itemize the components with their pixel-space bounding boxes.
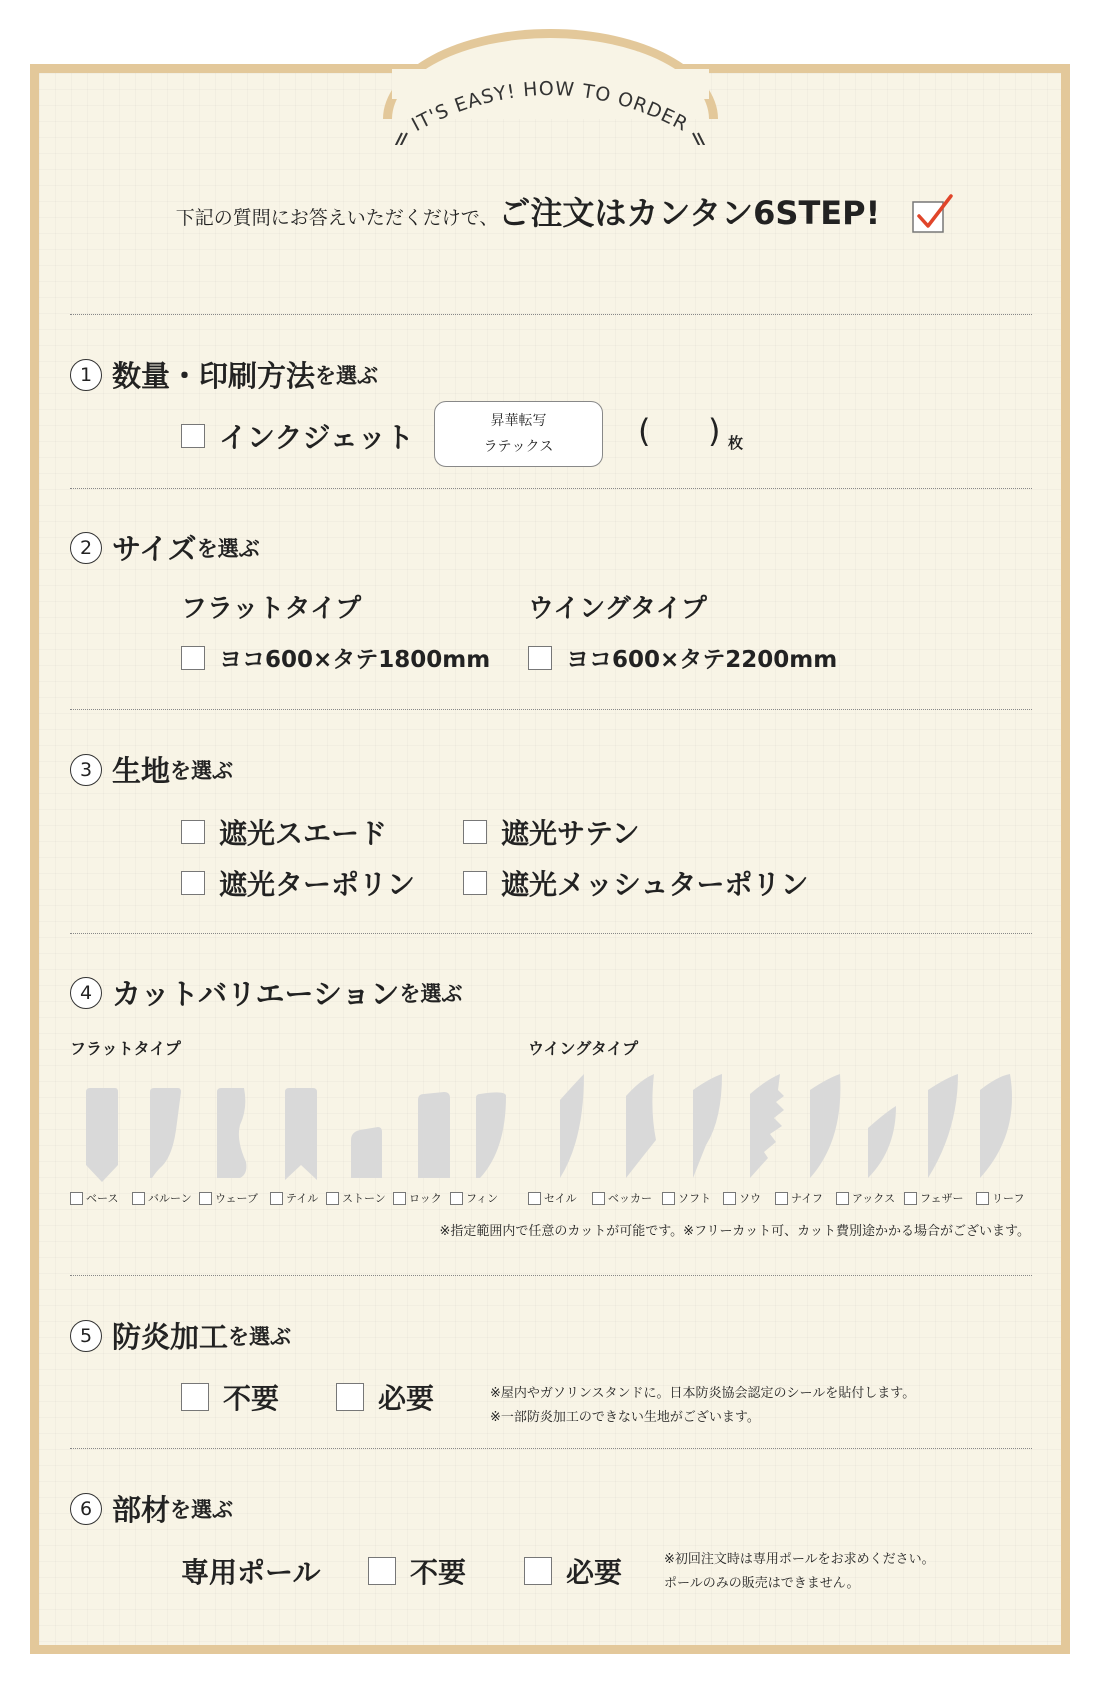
cut-option-rock[interactable] — [393, 1190, 442, 1206]
cut-option-saw[interactable] — [723, 1190, 761, 1206]
cut-shape-saw — [750, 1074, 784, 1178]
cut-option-fin[interactable] — [450, 1190, 498, 1206]
cut-label: セイル — [544, 1192, 577, 1205]
option-label: 不要 — [223, 1382, 280, 1415]
wing-type-heading: ウイングタイプ — [528, 594, 707, 624]
badge-title — [380, 55, 720, 145]
quantity-input[interactable] — [655, 418, 707, 448]
flat-type-heading: フラットタイプ — [181, 594, 362, 624]
step-number: 4 — [70, 977, 102, 1009]
cut-flat-heading: フラットタイプ — [70, 1039, 181, 1058]
cut-label: フィン — [466, 1192, 499, 1205]
cut-label: テイル — [286, 1192, 319, 1205]
pole-label-row — [181, 1551, 320, 1591]
step-suffix: を選ぶ — [228, 1324, 292, 1349]
option-inkjet[interactable] — [181, 416, 414, 456]
cut-note: ※指定範囲内で任意のカットが可能です。※フリーカット可、カット費別途かかる場合がございます。 — [439, 1224, 1030, 1239]
option-label: 遮光メッシュターポリン — [501, 868, 809, 901]
cut-option-sail[interactable] — [528, 1190, 577, 1206]
cut-shape-axe — [868, 1106, 896, 1178]
step-suffix: を選ぶ — [170, 758, 234, 783]
cut-label: ナイフ — [791, 1192, 823, 1205]
svg-text:IT'S EASY! HOW TO ORDER: IT'S EASY! HOW TO ORDER — [408, 77, 692, 136]
cut-option-feather[interactable] — [904, 1190, 963, 1206]
checkbox[interactable] — [836, 1192, 849, 1205]
option-label: ヨコ600×タテ1800mm — [219, 647, 491, 673]
cut-shape-stone — [351, 1127, 382, 1178]
checkbox[interactable] — [181, 871, 205, 895]
option-fireproof-yes[interactable] — [336, 1377, 434, 1417]
cut-shape-tail — [285, 1088, 317, 1180]
option-label: ヨコ600×タテ2200mm — [566, 647, 838, 673]
step-title: 防炎加工 — [112, 1320, 229, 1354]
checkbox[interactable] — [723, 1192, 736, 1205]
cut-option-base[interactable] — [70, 1190, 118, 1206]
cut-shape-rock — [418, 1092, 450, 1178]
cut-label: ベース — [86, 1192, 119, 1205]
step-title: 数量・印刷方法 — [112, 359, 316, 393]
cut-shapes — [60, 1070, 1020, 1185]
intro-big-text: ご注文はカンタン6STEP! — [498, 194, 881, 232]
option-pole-no[interactable] — [368, 1551, 466, 1591]
cut-label: アックス — [852, 1192, 896, 1205]
cut-label: ソウ — [739, 1192, 761, 1205]
divider — [70, 933, 1032, 934]
cut-option-tail[interactable] — [270, 1190, 318, 1206]
checkbox[interactable] — [592, 1192, 605, 1205]
checkbox[interactable] — [336, 1383, 364, 1411]
check-icon — [911, 194, 955, 234]
checkbox[interactable] — [181, 1383, 209, 1411]
cut-label: ソフト — [678, 1192, 711, 1205]
step-suffix: を選ぶ — [315, 363, 379, 388]
fireproof-note-line1: ※屋内やガソリンスタンドに。日本防炎協会認定のシールを貼付します。 — [490, 1386, 916, 1401]
checkbox[interactable] — [528, 1192, 541, 1205]
divider — [70, 709, 1032, 710]
step2-heading — [70, 527, 260, 568]
step-title: カットバリエーション — [112, 977, 400, 1011]
step5-heading — [70, 1315, 291, 1356]
option-fabric-suede[interactable] — [181, 812, 387, 852]
step-number: 3 — [70, 754, 102, 786]
paren-open: ( — [638, 412, 651, 450]
cut-option-soft[interactable] — [662, 1190, 711, 1206]
unit-label: 枚 — [728, 434, 744, 452]
cut-label: ロック — [409, 1192, 442, 1205]
cut-shape-wave — [217, 1088, 246, 1178]
option-fabric-satin[interactable] — [463, 812, 640, 852]
pole-note-line1: ※初回注文時は専用ポールをお求めください。 — [664, 1552, 935, 1567]
pole-label: 専用ポール — [181, 1556, 321, 1589]
cut-label: ウェーブ — [215, 1192, 259, 1205]
cut-option-becker[interactable] — [592, 1190, 652, 1206]
pole-note-line2: ポールのみの販売はできません。 — [664, 1576, 860, 1591]
cut-option-knife[interactable] — [775, 1190, 823, 1206]
option-fireproof-no[interactable] — [181, 1377, 279, 1417]
checkbox[interactable] — [368, 1557, 396, 1585]
checkbox[interactable] — [199, 1192, 212, 1205]
checkbox[interactable] — [662, 1192, 675, 1205]
cut-shape-balloon — [150, 1088, 181, 1178]
cut-label: バルーン — [148, 1192, 192, 1205]
checkbox[interactable] — [181, 424, 205, 448]
checkbox[interactable] — [181, 820, 205, 844]
cut-option-balloon[interactable] — [132, 1190, 192, 1206]
option-fabric-tarpaulin[interactable] — [181, 863, 415, 903]
step-suffix: を選ぶ — [170, 1497, 234, 1522]
intro-small-text: 下記の質問にお答えいただくだけで、 — [175, 207, 499, 229]
option-pole-yes[interactable] — [524, 1551, 622, 1591]
pill-line2: ラテックス — [483, 439, 554, 455]
checkbox[interactable] — [775, 1192, 788, 1205]
checkbox[interactable] — [70, 1192, 83, 1205]
step1-heading — [70, 354, 378, 395]
cut-shape-leaf — [980, 1074, 1012, 1178]
fireproof-note-line2: ※一部防炎加工のできない生地がございます。 — [490, 1410, 760, 1425]
option-label: 遮光サテン — [501, 817, 640, 850]
checkbox[interactable] — [463, 820, 487, 844]
cut-shape-becker — [626, 1074, 656, 1178]
option-label: 必要 — [378, 1382, 435, 1415]
option-label: 不要 — [410, 1556, 467, 1589]
step-number: 1 — [70, 359, 102, 391]
print-method-box — [434, 401, 603, 467]
cut-label: ストーン — [342, 1192, 386, 1205]
divider — [70, 1275, 1032, 1276]
cut-label: ベッカー — [608, 1192, 652, 1205]
cut-shape-fin — [476, 1092, 506, 1178]
option-fabric-mesh-tarpaulin[interactable] — [463, 863, 808, 903]
cut-shape-sail — [560, 1074, 584, 1178]
cut-shape-soft — [693, 1074, 722, 1178]
step-number: 6 — [70, 1493, 102, 1525]
cut-option-axe[interactable] — [836, 1190, 895, 1206]
checkbox[interactable] — [181, 646, 205, 670]
step-title: 部材 — [112, 1493, 171, 1527]
checkbox[interactable] — [393, 1192, 406, 1205]
step-suffix: を選ぶ — [196, 536, 260, 561]
cut-shape-feather — [928, 1074, 958, 1178]
step6-heading — [70, 1488, 233, 1529]
slash-decor-icon — [394, 133, 706, 145]
option-flat-size[interactable] — [181, 641, 490, 674]
option-label: 遮光スエード — [219, 817, 388, 850]
cut-label: リーフ — [992, 1192, 1025, 1205]
step-number: 5 — [70, 1320, 102, 1352]
checkbox[interactable] — [528, 646, 552, 670]
step-title: サイズ — [112, 532, 197, 566]
option-label: 遮光ターポリン — [219, 868, 416, 901]
step-title: 生地 — [112, 754, 171, 788]
cut-shape-base — [86, 1088, 118, 1182]
checkbox[interactable] — [904, 1192, 917, 1205]
paren-close: ) — [708, 412, 721, 450]
step-number: 2 — [70, 532, 102, 564]
pole-note — [664, 1548, 935, 1596]
pill-line1: 昇華転写 — [490, 413, 547, 429]
option-label: 必要 — [566, 1556, 623, 1589]
checkbox[interactable] — [463, 871, 487, 895]
checkbox[interactable] — [326, 1192, 339, 1205]
option-wing-size[interactable] — [528, 641, 837, 674]
cut-shape-knife — [810, 1074, 840, 1178]
cut-option-leaf[interactable] — [976, 1190, 1024, 1206]
divider — [70, 1448, 1032, 1449]
cut-wing-heading: ウイングタイプ — [528, 1039, 639, 1058]
checkbox[interactable] — [524, 1557, 552, 1585]
cut-label: フェザー — [920, 1192, 964, 1205]
cut-option-wave[interactable] — [199, 1190, 258, 1206]
divider — [70, 314, 1032, 315]
divider — [70, 488, 1032, 489]
step-suffix: を選ぶ — [399, 981, 463, 1006]
cut-option-stone[interactable] — [326, 1190, 386, 1206]
checkbox[interactable] — [270, 1192, 283, 1205]
checkbox[interactable] — [132, 1192, 145, 1205]
checkbox[interactable] — [976, 1192, 989, 1205]
option-label: インクジェット — [219, 421, 414, 454]
step3-heading — [70, 749, 233, 790]
step4-heading — [70, 972, 462, 1013]
fireproof-note — [490, 1382, 915, 1430]
checkbox[interactable] — [450, 1192, 463, 1205]
